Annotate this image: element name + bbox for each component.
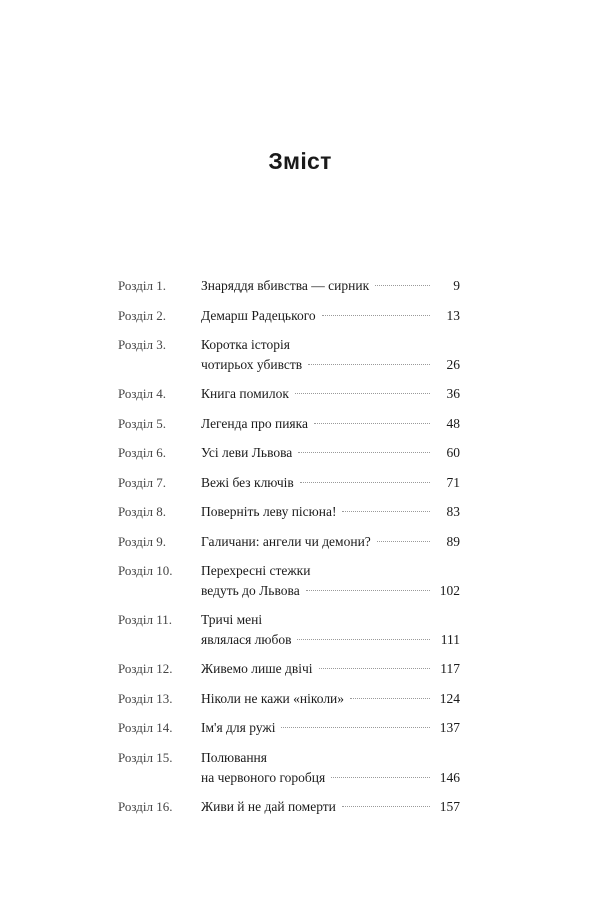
page-number: 102: [439, 583, 460, 598]
table-of-contents: [118, 270, 460, 820]
chapter-title: Живи й не дай померти: [201, 798, 336, 814]
dot-leader: [314, 422, 430, 424]
toc-entry: [118, 526, 460, 556]
chapter-title-line: [201, 384, 460, 404]
chapter-title-block: [201, 306, 460, 326]
chapter-number: Розділ 2.: [118, 307, 167, 323]
chapter-title-block: [201, 689, 460, 709]
chapter-title-line: [201, 797, 460, 817]
chapter-title-line: [201, 718, 460, 738]
toc-entry: [118, 712, 460, 742]
page-number: 124: [439, 690, 460, 706]
toc-entry: [118, 555, 460, 604]
chapter-title-block: [201, 384, 460, 404]
page-number: 111: [440, 632, 460, 647]
chapter-title-block: [201, 473, 460, 493]
toc-entry: [118, 270, 460, 300]
dot-leader: [281, 726, 430, 728]
chapter-title-line: [201, 355, 460, 375]
dot-leader: [375, 284, 430, 286]
page-number: 60: [446, 445, 460, 460]
dot-leader: [331, 776, 430, 778]
dot-leader: [342, 805, 430, 807]
chapter-title: Поверніть леву пісюна!: [201, 504, 337, 519]
chapter-title-block: [201, 797, 460, 817]
dot-leader: [297, 638, 430, 640]
page-number: 36: [446, 386, 460, 401]
chapter-number: Розділ 11.: [118, 612, 173, 627]
chapter-title-line: [201, 581, 460, 601]
chapter-title: являлася любов: [201, 632, 292, 647]
chapter-number: Розділ 1.: [118, 278, 167, 293]
chapter-title: Вежі без ключів: [201, 474, 294, 490]
chapter-title-block: [201, 718, 460, 738]
toc-entry: [118, 604, 460, 653]
chapter-title-block: [201, 748, 460, 788]
chapter-title: Ім'я для ружі: [201, 720, 276, 735]
chapter-title-block: [201, 561, 460, 601]
page-number: 83: [446, 504, 460, 519]
chapter-title-line: [201, 659, 460, 679]
chapter-title-line: [201, 610, 460, 630]
chapter-title-block: [201, 414, 460, 434]
toc-entry: [118, 653, 460, 683]
chapter-number: Розділ 5.: [118, 415, 167, 431]
toc-entry: [118, 496, 460, 526]
toc-entry: [118, 467, 460, 497]
chapter-number: Розділ 3.: [118, 337, 167, 352]
chapter-title: Живемо лише двічі: [201, 661, 313, 676]
chapter-title: Легенда про пияка: [201, 415, 308, 431]
chapter-title: на червоного горобця: [201, 769, 326, 785]
page-number: 13: [446, 307, 460, 323]
dot-leader: [300, 481, 430, 483]
chapter-title-line: [201, 414, 460, 434]
dot-leader: [319, 667, 430, 669]
page-number: 157: [439, 798, 460, 814]
chapter-number: Розділ 8.: [118, 504, 167, 519]
toc-entry: [118, 437, 460, 467]
chapter-title-line: [201, 335, 460, 355]
chapter-title-line: [201, 630, 460, 650]
dot-leader: [350, 697, 430, 699]
chapter-number: Розділ 4.: [118, 386, 167, 401]
chapter-title: Знаряддя вбивства — сирник: [201, 278, 370, 293]
chapter-title-line: [201, 443, 460, 463]
page-number: 89: [446, 533, 460, 549]
chapter-title-line: [201, 502, 460, 522]
page-number: 71: [446, 474, 460, 490]
chapter-title-block: [201, 610, 460, 650]
chapter-number: Розділ 10.: [118, 563, 173, 578]
chapter-number: Розділ 12.: [118, 661, 173, 676]
page-number: 137: [439, 720, 460, 735]
chapter-title-line: [201, 532, 460, 552]
toc-entry: [118, 408, 460, 438]
chapter-title-block: [201, 502, 460, 522]
page-title: Зміст: [268, 148, 332, 174]
page-number: 117: [440, 661, 460, 676]
chapter-number: Розділ 7.: [118, 474, 167, 490]
chapter-title-line: [201, 276, 460, 296]
chapter-title: Перехресні стежки: [201, 563, 311, 578]
chapter-title: Коротка історія: [201, 337, 290, 352]
chapter-title-line: [201, 561, 460, 581]
page-number: 26: [446, 357, 460, 372]
toc-entry: [118, 329, 460, 378]
chapter-title: Полювання: [201, 749, 267, 765]
toc-entry: [118, 742, 460, 791]
chapter-title-block: [201, 532, 460, 552]
chapter-title-block: [201, 276, 460, 296]
chapter-title-block: [201, 659, 460, 679]
chapter-number: Розділ 13.: [118, 690, 173, 706]
chapter-title: Демарш Радецького: [201, 307, 316, 323]
dot-leader: [298, 451, 430, 453]
toc-entry: [118, 683, 460, 713]
dot-leader: [306, 589, 430, 591]
toc-entry: [118, 791, 460, 821]
chapter-number: Розділ 6.: [118, 445, 167, 460]
chapter-title-line: [201, 689, 460, 709]
chapter-number: Розділ 14.: [118, 720, 173, 735]
chapter-title: Книга помилок: [201, 386, 289, 401]
chapter-title-line: [201, 748, 460, 768]
dot-leader: [295, 392, 430, 394]
chapter-number: Розділ 15.: [118, 749, 173, 765]
page-number: 9: [453, 278, 460, 293]
chapter-title-block: [201, 443, 460, 463]
chapter-title: ведуть до Львова: [201, 583, 300, 598]
chapter-title-line: [201, 473, 460, 493]
chapter-number: Розділ 16.: [118, 798, 173, 814]
chapter-title-line: [201, 768, 460, 788]
chapter-title: Галичани: ангели чи демони?: [201, 533, 371, 549]
chapter-title: Тричі мені: [201, 612, 263, 627]
dot-leader: [308, 363, 430, 365]
toc-entry: [118, 300, 460, 330]
chapter-title: чотирьох убивств: [201, 357, 303, 372]
chapter-title-line: [201, 306, 460, 326]
chapter-title: Усі леви Львова: [201, 445, 293, 460]
dot-leader: [322, 314, 430, 316]
toc-entry: [118, 378, 460, 408]
page-number: 146: [439, 769, 460, 785]
page-number: 48: [446, 415, 460, 431]
chapter-number: Розділ 9.: [118, 533, 167, 549]
dot-leader: [342, 510, 430, 512]
dot-leader: [377, 540, 430, 542]
chapter-title: Ніколи не кажи «ніколи»: [201, 690, 345, 706]
chapter-title-block: [201, 335, 460, 375]
